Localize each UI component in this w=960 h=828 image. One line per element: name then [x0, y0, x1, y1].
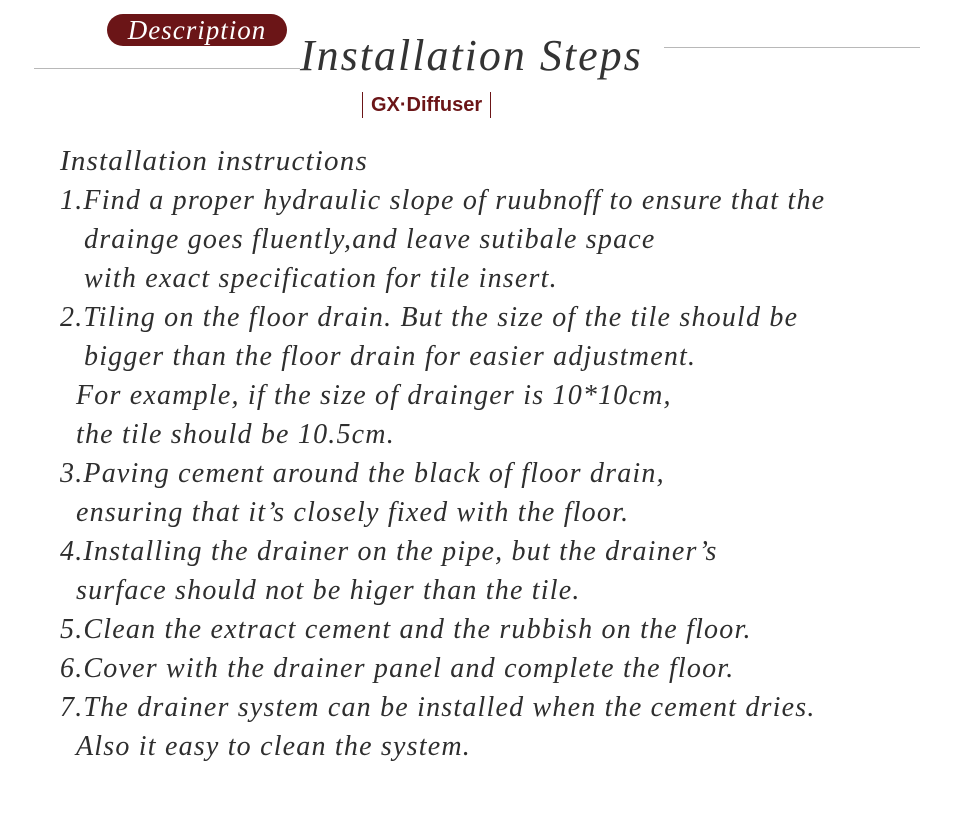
instruction-line: with exact specification for tile insert. [84, 263, 558, 294]
description-badge: Description [107, 14, 287, 46]
product-subtitle: GX·Diffuser [371, 94, 483, 116]
subtitle-bar-right [490, 92, 491, 118]
instruction-line: bigger than the floor drain for easier adjustment. [84, 341, 697, 372]
instruction-line: 1.Find a proper hydraulic slope of ruubnoff to ensure that the [60, 185, 826, 216]
instruction-line: surface should not be higer than the tile. [76, 575, 581, 606]
instruction-line: 5.Clean the extract cement and the rubbish on the floor. [60, 614, 752, 645]
instruction-line: 2.Tiling on the floor drain. But the size of the tile should be [60, 302, 799, 333]
instruction-line: 6.Cover with the drainer panel and complete the floor. [60, 653, 735, 684]
instructions-heading: Installation instructions [60, 145, 368, 177]
instruction-line: the tile should be 10.5cm. [76, 419, 395, 450]
instruction-line: Also it easy to clean the system. [76, 731, 471, 762]
instruction-line: ensuring that it’s closely fixed with the floor. [76, 497, 630, 528]
header-rule-right [664, 47, 920, 48]
instruction-line: 7.The drainer system can be installed when the cement dries. [60, 692, 816, 723]
page-title: Installation Steps [300, 31, 643, 80]
instruction-line: 3.Paving cement around the black of floor drain, [60, 458, 665, 489]
subtitle-frame [362, 91, 491, 119]
header-rule-left [34, 68, 300, 69]
instruction-line: For example, if the size of drainger is 10*10cm, [76, 380, 672, 411]
instructions-block [60, 142, 940, 766]
instruction-line: drainge goes fluently,and leave sutibale space [84, 224, 656, 255]
instruction-line: 4.Installing the drainer on the pipe, but the drainer’s [60, 536, 718, 567]
